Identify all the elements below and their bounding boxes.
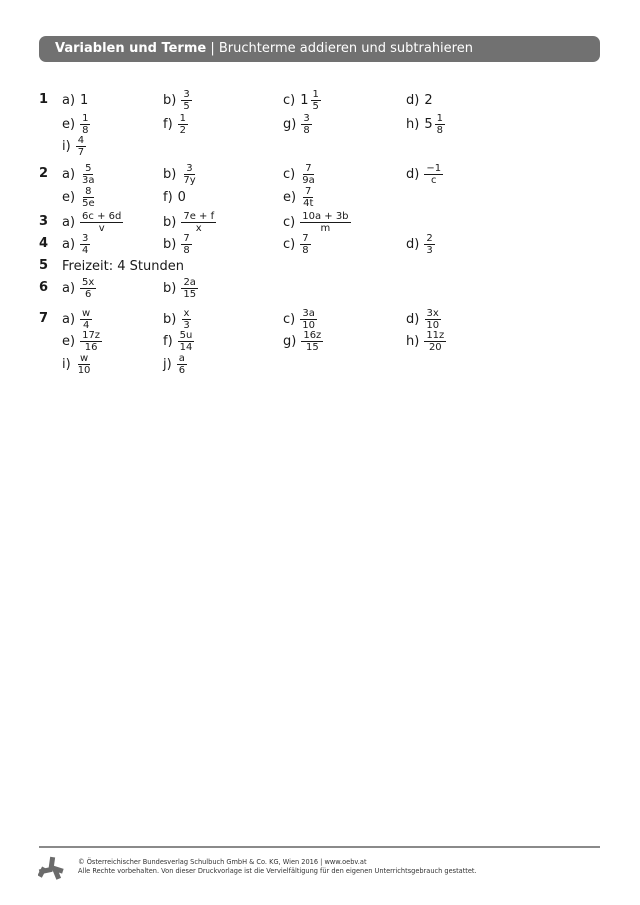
answer-item — [283, 162, 317, 186]
fraction — [300, 163, 317, 186]
fraction-denominator: 4 — [82, 244, 89, 256]
fraction — [80, 113, 90, 136]
fraction — [300, 211, 350, 234]
answer-label: a) — [62, 236, 76, 252]
fraction-denominator: 16 — [84, 341, 98, 353]
fraction-numerator: 3a — [302, 307, 315, 319]
answer-item — [163, 210, 216, 234]
fraction-denominator: 10 — [426, 319, 440, 331]
footer-text — [78, 858, 477, 876]
fraction-numerator: 7 — [183, 232, 190, 244]
fraction-denominator: 7y — [183, 174, 196, 186]
answer-item — [62, 352, 92, 376]
fraction-denominator: 8 — [436, 124, 443, 136]
answer-label: e) — [62, 116, 76, 132]
fraction-numerator: 3 — [82, 232, 89, 244]
answer-label: b) — [163, 236, 177, 252]
oebv-asterisk-logo-icon — [38, 856, 64, 882]
answer-label: b) — [163, 166, 177, 182]
answer-item — [163, 162, 198, 186]
answer-item — [163, 185, 186, 209]
fraction-numerator: 2a — [183, 276, 196, 288]
fraction-numerator: 7e + f — [183, 210, 215, 222]
fraction — [181, 163, 197, 186]
fraction-denominator: 7 — [77, 146, 85, 158]
fraction-denominator: v — [98, 222, 105, 234]
answer-label: c) — [283, 166, 296, 182]
answer-label: d) — [406, 92, 420, 108]
answer-label: h) — [406, 116, 420, 132]
fraction-numerator: 1 — [179, 112, 187, 124]
answer-item — [62, 162, 97, 186]
answer-item — [406, 112, 445, 136]
fraction-numerator: 6c + 6d — [82, 210, 122, 222]
fraction-numerator: 3x — [426, 307, 439, 319]
fraction-numerator: 5u — [179, 329, 193, 341]
answer-label: e) — [62, 189, 76, 205]
answer-label: a) — [62, 280, 76, 296]
answer-label: c) — [283, 236, 296, 252]
answer-value: 2 — [424, 92, 433, 108]
fraction-numerator: 7 — [302, 232, 309, 244]
answer-label: g) — [283, 116, 297, 132]
fraction — [178, 330, 195, 353]
fraction — [435, 113, 445, 136]
answer-label: d) — [406, 236, 420, 252]
answer-item — [163, 88, 192, 112]
fraction — [76, 135, 86, 158]
answer-label: b) — [163, 311, 177, 327]
answer-item — [283, 232, 311, 256]
answer-item — [62, 232, 90, 256]
answer-label: b) — [163, 92, 177, 108]
fraction-numerator: 4 — [77, 134, 85, 146]
answer-label: c) — [283, 311, 296, 327]
fraction — [311, 89, 321, 112]
fraction-denominator: 5e — [82, 197, 95, 209]
fraction-denominator: 6 — [85, 288, 92, 300]
answer-label: a) — [62, 166, 76, 182]
fraction — [301, 186, 315, 209]
fraction-denominator: 10 — [77, 364, 91, 376]
fraction — [300, 308, 317, 331]
answer-label: j) — [163, 356, 172, 372]
answer-item — [62, 307, 92, 331]
answer-label: a) — [62, 92, 76, 108]
answer-label: f) — [163, 333, 173, 349]
fraction-numerator: 5 — [85, 162, 92, 174]
fraction-denominator: 8 — [302, 244, 309, 256]
answer-item — [62, 329, 102, 353]
fraction-denominator: x — [195, 222, 202, 234]
answer-item — [163, 352, 187, 376]
answer-item — [62, 112, 90, 136]
answer-value: 1 — [80, 92, 89, 108]
fraction — [177, 353, 187, 376]
fraction — [181, 277, 198, 300]
fraction — [80, 211, 123, 234]
fraction-numerator: 10a + 3b — [302, 210, 349, 222]
fraction-numerator: 1 — [82, 112, 89, 124]
fraction-numerator: w — [82, 307, 91, 319]
answer-label: a) — [62, 214, 76, 230]
fraction — [80, 330, 102, 353]
fraction-numerator: x — [183, 307, 190, 319]
fraction-denominator: 5 — [183, 100, 190, 112]
answer-label: e) — [62, 333, 76, 349]
fraction-denominator: 3a — [82, 174, 95, 186]
fraction — [424, 330, 446, 353]
answer-item — [62, 210, 123, 234]
header-separator: | — [210, 41, 215, 56]
answer-label: b) — [163, 280, 177, 296]
answer-item — [163, 112, 188, 136]
answer-label: e) — [283, 189, 297, 205]
mixed-whole: 5 — [424, 116, 433, 132]
fraction — [300, 233, 310, 256]
answer-item — [406, 307, 441, 331]
exercise-number: 6 — [39, 280, 49, 295]
fraction — [181, 308, 191, 331]
fraction-denominator: 15 — [183, 288, 197, 300]
fraction-numerator: 7 — [305, 162, 312, 174]
answer-item — [62, 134, 86, 158]
fraction — [80, 233, 90, 256]
fraction-numerator: 3 — [183, 88, 190, 100]
answer-label: a) — [62, 311, 76, 327]
fraction-denominator: c — [430, 174, 437, 186]
answer-item — [62, 254, 184, 278]
exercise-number: 2 — [39, 166, 49, 181]
fraction-denominator: 8 — [82, 124, 89, 136]
fraction-denominator: 9a — [302, 174, 315, 186]
fraction-numerator: a — [178, 352, 185, 364]
fraction-denominator: m — [320, 222, 331, 234]
answer-item — [406, 88, 433, 112]
fraction-denominator: 3 — [426, 244, 433, 256]
answer-item — [283, 329, 323, 353]
fraction-denominator: 8 — [183, 244, 190, 256]
fraction-denominator: 15 — [305, 341, 319, 353]
answer-label: i) — [62, 356, 71, 372]
fraction-denominator: 4t — [303, 197, 314, 209]
fraction-denominator: 2 — [179, 124, 187, 136]
fraction-numerator: 2 — [426, 232, 433, 244]
answer-label: h) — [406, 333, 420, 349]
exercise-number: 5 — [39, 258, 49, 273]
fraction-denominator: 5 — [312, 100, 319, 112]
answer-item — [163, 329, 194, 353]
answer-item — [406, 329, 446, 353]
answer-item — [283, 112, 312, 136]
footer-divider — [39, 846, 600, 848]
fraction — [80, 308, 92, 331]
answer-item — [283, 210, 351, 234]
fraction — [80, 163, 97, 186]
answer-label: d) — [406, 166, 420, 182]
fraction — [301, 113, 311, 136]
fraction — [178, 113, 188, 136]
answer-label: b) — [163, 214, 177, 230]
fraction-numerator: 1 — [436, 112, 443, 124]
answer-label: i) — [62, 138, 71, 154]
fraction-numerator: 17z — [82, 329, 101, 341]
footer-rights: Alle Rechte vorbehalten. Von dieser Druckvorlage ist die Vervielfältigung für den eigenen Unterrichtsgebrauch gestattet. — [78, 867, 477, 875]
fraction-numerator: 5x — [82, 276, 95, 288]
fraction-numerator: 11z — [426, 329, 445, 341]
fraction-numerator: 7 — [305, 185, 312, 197]
answer-item — [163, 232, 192, 256]
fraction-numerator: 3 — [186, 162, 193, 174]
fraction-denominator: 8 — [303, 124, 310, 136]
fraction — [301, 330, 323, 353]
answer-label: c) — [283, 92, 296, 108]
answer-item — [406, 162, 443, 186]
exercise-number: 3 — [39, 214, 49, 229]
fraction — [424, 163, 443, 186]
answer-label: c) — [283, 214, 296, 230]
header-title: Variablen und Terme — [55, 41, 207, 56]
fraction-denominator: 20 — [428, 341, 442, 353]
fraction-numerator: 3 — [303, 112, 310, 124]
fraction — [181, 211, 216, 234]
answer-label: d) — [406, 311, 420, 327]
answer-item — [406, 232, 435, 256]
answer-item — [163, 307, 192, 331]
answer-item — [283, 307, 317, 331]
fraction-denominator: 4 — [82, 319, 90, 331]
mixed-whole: 1 — [300, 92, 309, 108]
exercise-number: 1 — [39, 92, 49, 107]
answer-value: 0 — [177, 189, 186, 205]
fraction — [80, 277, 96, 300]
answer-item — [62, 185, 97, 209]
answer-item — [283, 185, 315, 209]
fraction — [181, 89, 191, 112]
answer-value: Freizeit: 4 Stunden — [62, 258, 184, 274]
fraction-numerator: w — [79, 352, 89, 364]
footer-copyright: © Österreichischer Bundesverlag Schulbuch GmbH & Co. KG, Wien 2016 | www.oebv.at — [78, 858, 367, 866]
fraction — [424, 308, 441, 331]
fraction-numerator: 8 — [85, 185, 92, 197]
fraction — [80, 186, 97, 209]
fraction-numerator: 16z — [303, 329, 322, 341]
fraction-numerator: −1 — [426, 162, 442, 174]
answer-item — [283, 88, 321, 112]
answer-item — [163, 276, 198, 300]
fraction-numerator: 1 — [312, 88, 319, 100]
fraction-denominator: 14 — [179, 341, 193, 353]
answer-label: f) — [163, 116, 173, 132]
answer-item — [62, 88, 88, 112]
fraction-denominator: 3 — [183, 319, 190, 331]
fraction — [181, 233, 191, 256]
fraction-denominator: 6 — [178, 364, 186, 376]
fraction — [76, 353, 93, 376]
fraction — [424, 233, 434, 256]
fraction-denominator: 10 — [302, 319, 315, 331]
exercise-number: 7 — [39, 311, 49, 326]
answer-item — [62, 276, 96, 300]
exercise-number: 4 — [39, 236, 49, 251]
header-subtitle: Bruchterme addieren und subtrahieren — [218, 41, 473, 56]
answer-label: f) — [163, 189, 173, 205]
answer-label: g) — [283, 333, 297, 349]
